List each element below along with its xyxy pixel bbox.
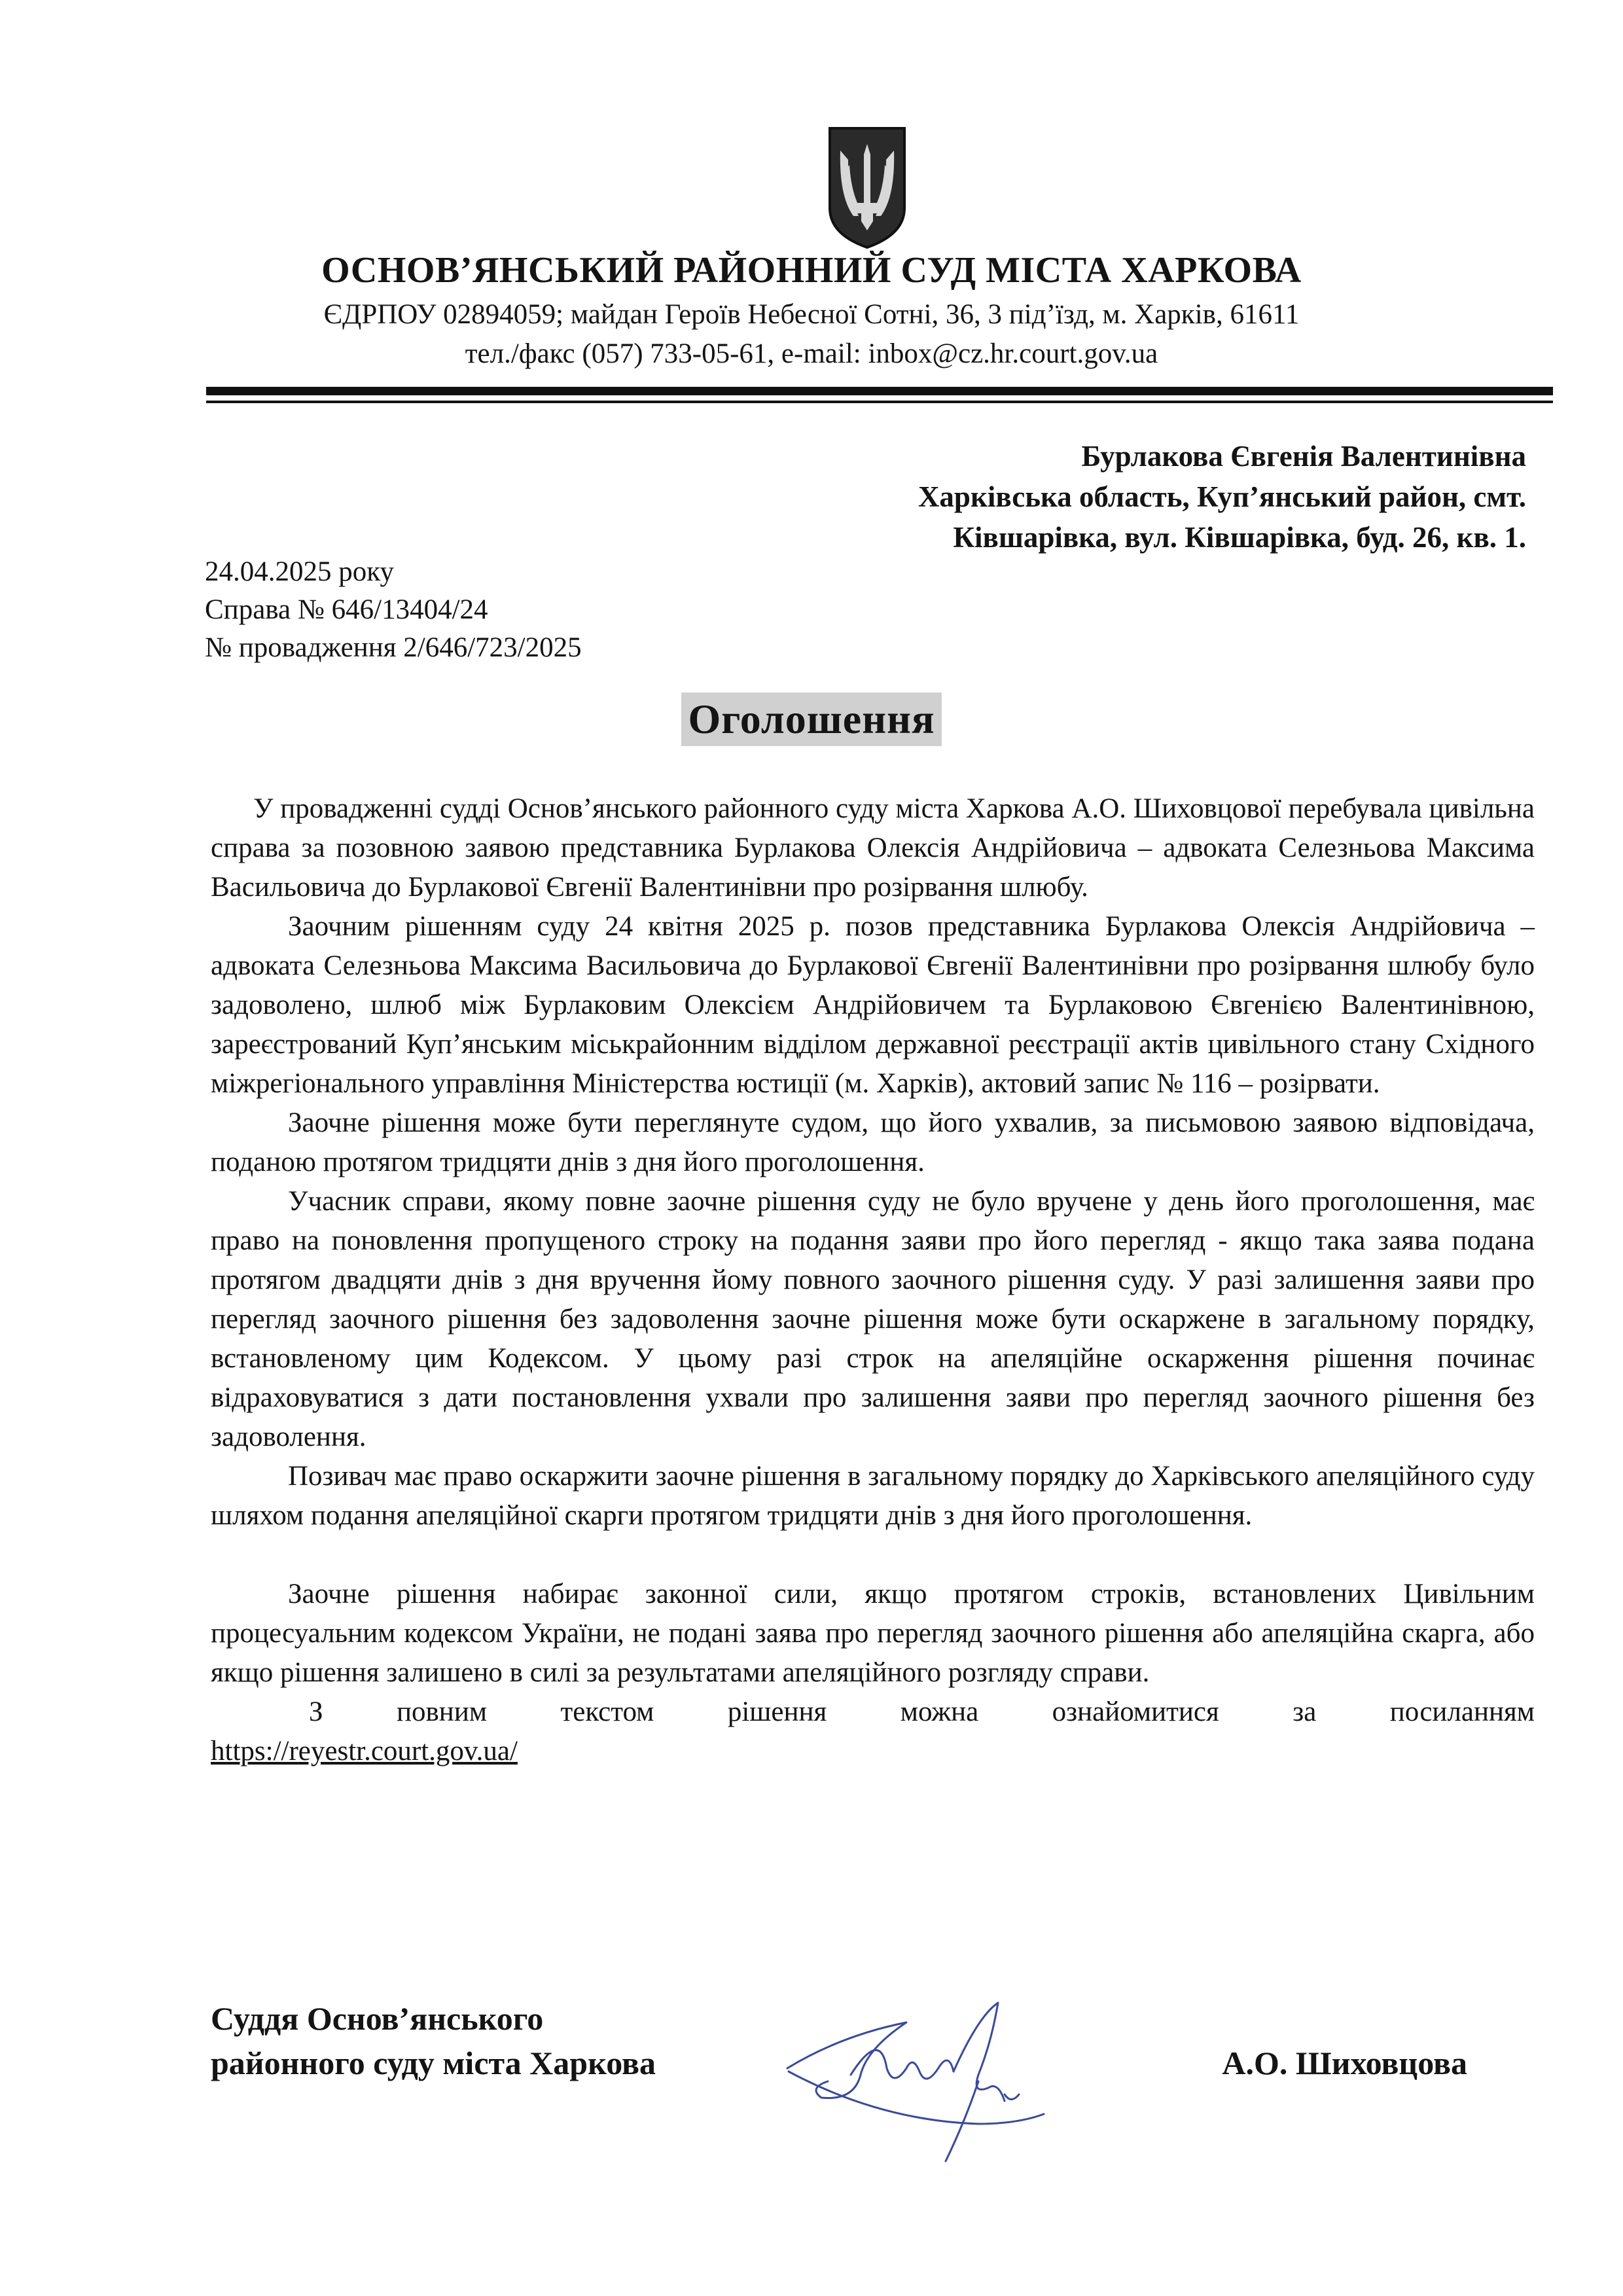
proceeding-number: № провадження 2/646/723/2025 (205, 632, 582, 663)
case-number: Справа № 646/13404/24 (205, 594, 488, 625)
paragraph-effect: Заочне рішення набирає законної сили, якщо протягом строків, встановлених Цивільним процесуальним кодексом України, не подані заява про перегляд заочного рішення або апеляційна скарга, або якщо рішення залишено в силі за результатами апеляційного розгляду справи. (211, 1579, 1535, 1688)
case-meta (205, 553, 582, 667)
paragraph-proceeding: У провадженні судді Основ’янського районного суду міста Харкова А.О. Шиховцової перебувала цивільна справа за позовною заявою представника Бурлакова Олексія Андрійовича – адвоката Селезньова Максима Васильовича до Бурлакової Євгенії Валентинівни про розірвання шлюбу. (211, 793, 1535, 903)
recipient-address-line-2: Ківшарівка, вул. Ківшарівка, буд. 26, кв. 1. (953, 521, 1526, 554)
announcement-title: Оголошення (681, 692, 941, 746)
paragraph-full-text: З повним текстом рішення можна ознайомитися за посиланням (309, 1696, 1535, 1727)
court-name: ОСНОВ’ЯНСЬКИЙ РАЙОННИЙ СУД МІСТА ХАРКОВА (321, 250, 1302, 291)
paragraph-appeal: Позивач має право оскаржити заочне рішення в загальному порядку до Харківського апеляційного суду шляхом подання апеляційної скарги протягом тридцяти днів з дня його проголошення. (211, 1461, 1535, 1531)
announcement-body (211, 789, 1535, 1771)
registry-link[interactable]: https://reyestr.court.gov.ua/ (211, 1736, 518, 1767)
paragraph-review: Заочне рішення може бути переглянуте судом, що його ухвалив, за письмовою заявою відповідача, поданою протягом тридцяти днів з дня його проголошення. (211, 1107, 1535, 1177)
judge-position-line-1: Суддя Основ’янського (211, 2000, 544, 2037)
paragraph-decision: Заочним рішенням суду 24 квітня 2025 р. позов представника Бурлакова Олексія Андрійовича – адвоката Селезньова Максима Васильовича до Бурлакової Євгенії Валентинівни про розірвання шлюбу було задоволено, шлюб між Бурлаковим Олексієм Андрійовичем та Бурлаковою Євгенією Валентинівною, зареєстрований Куп’янським міськрайонним відділом державної реєстрації актів цивільного стану Східного міжрегіонального управління Міністерства юстиції (м. Харків), актовий запис № 116 – розірвати. (211, 911, 1535, 1099)
document-date: 24.04.2025 року (205, 556, 395, 587)
court-address: ЄДРПОУ 02894059; майдан Героїв Небесної Сотні, 36, 3 під’їзд, м. Харків, 61611 (323, 299, 1300, 330)
title-wrap (0, 692, 1623, 746)
trident-coat-of-arms-icon (826, 124, 908, 250)
paragraph-participant-rights: Учасник справи, якому повне заочне рішення суду не було вручене у день його проголошення, має право на поновлення пропущеного строку на подання заяви про його перегляд - якщо така заява подана протягом двадцяти днів з дня вручення йому повного заочного рішення суду. У разі залишення заяви про перегляд заочного рішення без задоволення заочне рішення може бути оскаржене в загальному порядку, встановленому цим Кодексом. У цьому разі строк на апеляційне оскарження рішення починає відраховуватися з дати постановлення ухвали про залишення заяви про перегляд заочного рішення без задоволення. (211, 1186, 1535, 1452)
header-divider-thick (206, 387, 1553, 395)
signature-icon (782, 1990, 1057, 2166)
court-contacts: тел./факс (057) 733-05-61, e-mail: inbox@cz.hr.court.gov.ua (465, 338, 1158, 369)
header-divider-thin (206, 401, 1553, 403)
judge-position (211, 1996, 656, 2085)
recipient-block (610, 436, 1526, 558)
recipient-address-line-1: Харківська область, Куп’янський район, смт. (918, 480, 1526, 513)
judge-position-line-2: районного суду міста Харкова (211, 2045, 656, 2081)
judge-name: А.О. Шиховцова (1222, 2045, 1467, 2081)
recipient-name: Бурлакова Євгенія Валентинівна (1081, 440, 1526, 473)
